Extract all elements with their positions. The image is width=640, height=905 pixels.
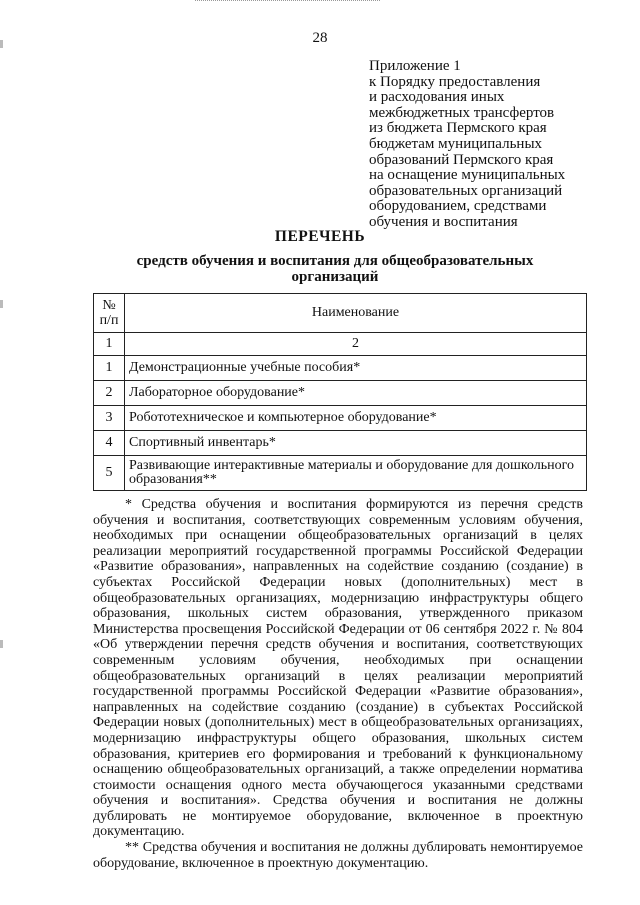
appendix-line: из бюджета Пермского края [369, 120, 547, 137]
table-row [94, 381, 587, 406]
appendix-line: образовательных организаций [369, 182, 563, 199]
table-row [94, 456, 587, 491]
appendix-line: и расходования иных [369, 89, 505, 106]
appendix-block [369, 59, 619, 231]
items-table [93, 293, 587, 491]
column-number-cell: 1 [94, 333, 125, 356]
row-number: 5 [94, 456, 125, 491]
row-name: Лабораторное оборудование* [125, 381, 587, 406]
appendix-line: к Порядку предоставления [369, 73, 541, 90]
footnote-double-asterisk: ** Средства обучения и воспитания не должны дублировать немонтируемое оборудование, включенное в проектную документацию. [93, 840, 583, 871]
row-name: Спортивный инвентарь* [125, 431, 587, 456]
appendix-line: межбюджетных трансфертов [369, 104, 555, 121]
appendix-line: Приложение 1 [369, 58, 461, 74]
header-num-label: п/п [99, 313, 119, 328]
scan-edge-mark [0, 300, 3, 308]
header-num-cell [94, 294, 125, 333]
row-number: 2 [94, 381, 125, 406]
row-name: Развивающие интерактивные материалы и оборудование для дошкольного образования** [125, 456, 587, 491]
table-row [94, 406, 587, 431]
document-subtitle: средств обучения и воспитания для общеобразовательных организаций [136, 253, 534, 285]
scan-edge-mark [0, 640, 3, 648]
appendix-line: на оснащение муниципальных [369, 167, 566, 184]
footnotes [93, 497, 583, 871]
row-number: 4 [94, 431, 125, 456]
table-header-row [94, 294, 587, 333]
appendix-line: образований Пермского края [369, 151, 554, 168]
table-row [94, 356, 587, 381]
row-name: Робототехническое и компьютерное оборудование* [125, 406, 587, 431]
scan-top-mark [195, 0, 380, 2]
column-number-row [94, 333, 587, 356]
row-number: 3 [94, 406, 125, 431]
appendix-line: обучения и воспитания [369, 213, 518, 230]
page-number: 28 [312, 30, 328, 46]
appendix-line: оборудованием, средствами [369, 198, 547, 215]
footnote-single-asterisk: * Средства обучения и воспитания формируются из перечня средств обучения и воспитания, соответствующих современным условиям обучения, необходимых при оснащении общеобразовательных организаций в целях реализации мероприятий государственной программы Российской Федерации «Развитие образования», направленных на содействие созданию (создание) в субъектах Российской Федерации новых (дополнительных) мест в общеобразовательных организациях, модернизацию инфраструктуры общего образования, школьных систем образования, утвержденного приказом Министерства просвещения Российской Федерации от 06 сентября 2022 г. № 804 «Об утверждении перечня средств обучения и воспитания, соответствующих современным условиям обучения, необходимых при оснащении общеобразовательных организаций в целях реализации мероприятий государственной программы Российской Федерации «Развитие образования», направленных на содействие созданию (создание) в субъектах Российской Федерации новых (дополнительных) мест в общеобразовательных организациях, модернизацию инфраструктуры общего образования, школьных систем образования, критериев его формирования и требований к функциональному оснащению общеобразовательных организаций, а также определении норматива стоимости оснащения одного места обучающегося указанными средствами обучения и воспитания». Средства обучения и воспитания не должны дублировать не монтируемое оборудование, включенное в проектную документацию. [93, 497, 583, 840]
row-name: Демонстрационные учебные пособия* [125, 356, 587, 381]
table-row [94, 431, 587, 456]
header-name-cell: Наименование [125, 294, 587, 333]
column-number-cell: 2 [125, 333, 587, 356]
appendix-line: бюджетам муниципальных [369, 135, 543, 152]
document-title: ПЕРЕЧЕНЬ [274, 228, 366, 245]
row-number: 1 [94, 356, 125, 381]
header-num-label: № [102, 298, 116, 313]
